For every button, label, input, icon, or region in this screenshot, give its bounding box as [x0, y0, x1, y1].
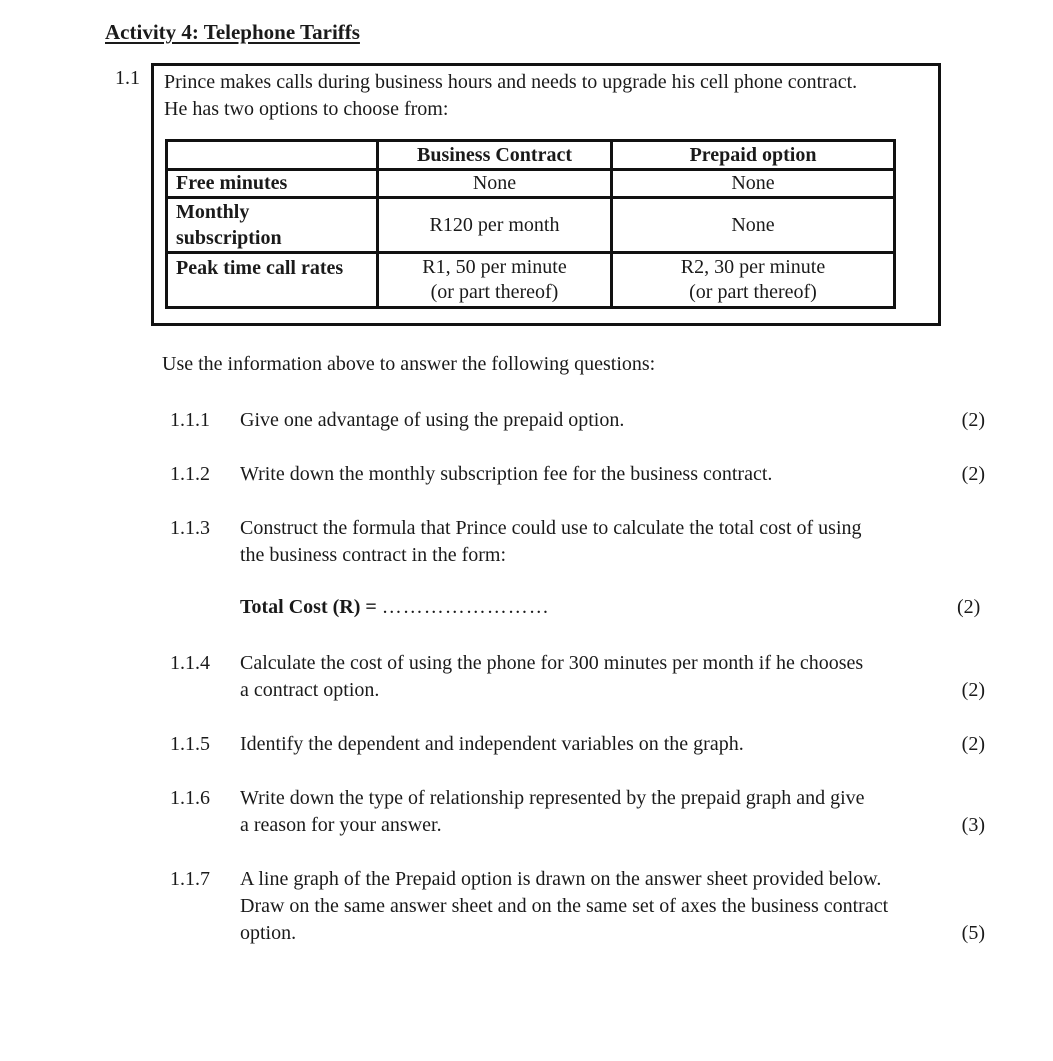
- cell-business-monthly-subscription: R120 per month: [378, 198, 612, 253]
- question-text: [240, 866, 930, 947]
- question-mark: (5): [961, 922, 985, 944]
- question-1-1-1: [170, 407, 985, 434]
- question-line-3: option.: [240, 922, 297, 944]
- intro-text: [164, 69, 857, 123]
- question-text: Identify the dependent and independent variables on the graph.: [240, 733, 744, 755]
- table-header-business: Business Contract: [378, 141, 612, 170]
- question-mark: (2): [961, 679, 985, 701]
- business-rate-line-2: (or part thereof): [430, 281, 559, 303]
- instructions-text: Use the information above to answer the following questions:: [162, 353, 656, 375]
- cell-prepaid-free-minutes: None: [612, 170, 895, 198]
- cell-business-peak-rate: [378, 253, 612, 308]
- activity-title: Activity 4: Telephone Tariffs: [105, 20, 360, 44]
- row-label-monthly-subscription: [167, 198, 378, 253]
- formula-line: [240, 596, 550, 619]
- question-text: [240, 515, 930, 569]
- question-text: Give one advantage of using the prepaid option.: [240, 409, 625, 431]
- business-rate-line-1: R1, 50 per minute: [422, 256, 567, 278]
- cell-business-free-minutes: None: [378, 170, 612, 198]
- cell-prepaid-monthly-subscription: None: [612, 198, 895, 253]
- question-1-1-5: [170, 731, 985, 758]
- question-text: [240, 650, 930, 704]
- formula-answer-blank: ……………………: [381, 596, 550, 618]
- prepaid-rate-line-1: R2, 30 per minute: [680, 256, 826, 278]
- question-number: 1.1.6: [170, 787, 210, 809]
- question-line-2: the business contract in the form:: [240, 544, 507, 566]
- cell-prepaid-peak-rate: [612, 253, 895, 308]
- question-line-1: Write down the type of relationship represented by the prepaid graph and give: [240, 787, 865, 809]
- row-label-peak-time-call-rates: Peak time call rates: [167, 253, 378, 308]
- question-1-1-7: [170, 866, 985, 947]
- question-line-2: Draw on the same answer sheet and on the same set of axes the business contract: [240, 895, 889, 917]
- question-number: 1.1.2: [170, 463, 210, 485]
- question-number: 1.1.1: [170, 409, 210, 431]
- question-line-2: a reason for your answer.: [240, 814, 442, 836]
- tariffs-table: [165, 139, 896, 309]
- question-mark: (2): [957, 596, 981, 618]
- question-text: Write down the monthly subscription fee for the business contract.: [240, 463, 773, 485]
- question-1-1-3: [170, 515, 985, 569]
- table-header-row: [167, 141, 895, 170]
- question-number-1-1: 1.1: [115, 67, 140, 89]
- question-number: 1.1.4: [170, 652, 210, 674]
- row-label-line-1: Monthly: [176, 201, 250, 223]
- question-mark: (2): [961, 463, 985, 485]
- intro-line-1: Prince makes calls during business hours and needs to upgrade his cell phone contract.: [164, 71, 858, 93]
- question-mark: (2): [961, 733, 985, 755]
- question-mark: (3): [961, 814, 985, 836]
- question-1-1-box: [151, 63, 941, 326]
- table-header-blank: [167, 141, 378, 170]
- question-text: [240, 785, 930, 839]
- question-number: 1.1.7: [170, 868, 210, 890]
- question-mark: (2): [961, 409, 985, 431]
- row-label-line-2: subscription: [176, 227, 282, 249]
- question-1-1-4: [170, 650, 985, 704]
- formula-label: Total Cost (R) =: [240, 596, 382, 618]
- question-number: 1.1.3: [170, 517, 210, 539]
- question-line-1: Construct the formula that Prince could use to calculate the total cost of using: [240, 517, 862, 539]
- question-line-1: Calculate the cost of using the phone for 300 minutes per month if he chooses: [240, 652, 864, 674]
- question-1-1-6: [170, 785, 985, 839]
- table-row: [167, 253, 895, 308]
- row-label-free-minutes: Free minutes: [167, 170, 378, 198]
- question-line-1: A line graph of the Prepaid option is drawn on the answer sheet provided below.: [240, 868, 882, 890]
- question-number: 1.1.5: [170, 733, 210, 755]
- table-header-prepaid: Prepaid option: [612, 141, 895, 170]
- prepaid-rate-line-2: (or part thereof): [689, 281, 817, 303]
- table-row: [167, 170, 895, 198]
- question-line-2: a contract option.: [240, 679, 380, 701]
- table-row: [167, 198, 895, 253]
- intro-line-2: He has two options to choose from:: [164, 98, 449, 120]
- question-1-1-2: [170, 461, 985, 488]
